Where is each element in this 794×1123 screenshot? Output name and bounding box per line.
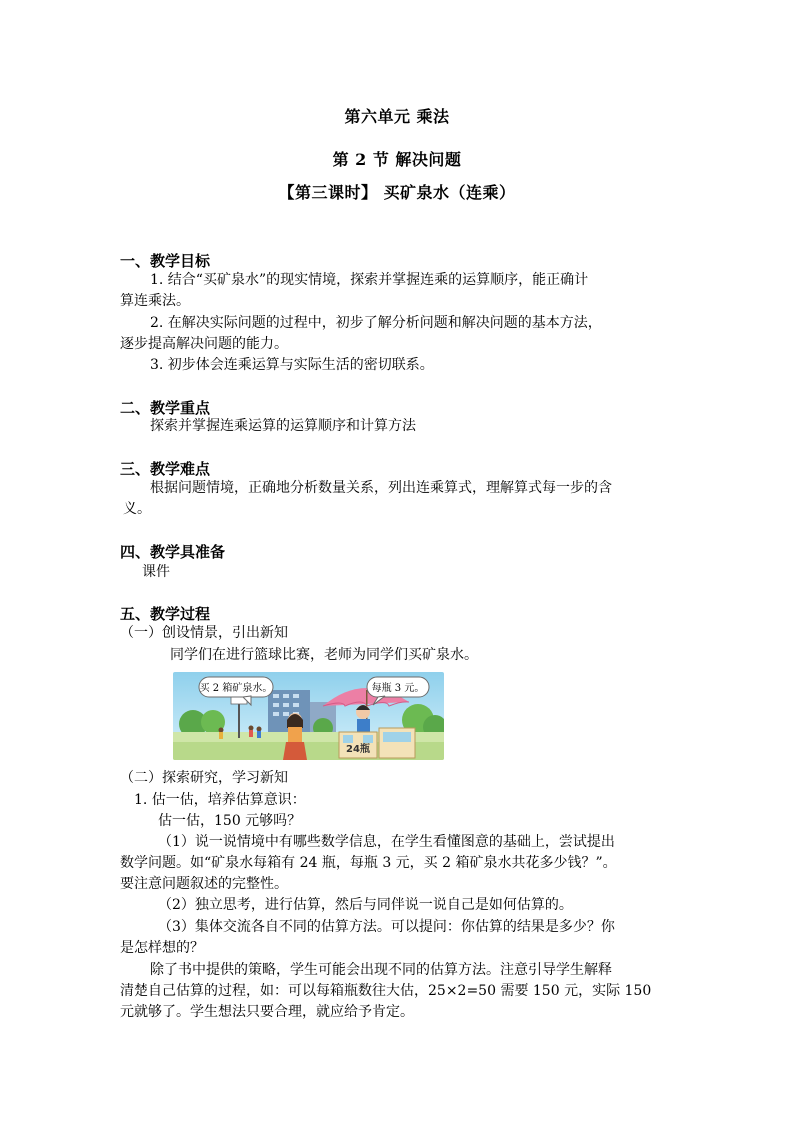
key-points-text: 探索并掌握连乘运算的运算顺序和计算方法	[150, 418, 416, 434]
objectives-heading: 一、教学目标	[120, 252, 211, 270]
difficulties-heading: 三、教学难点	[120, 460, 211, 478]
lesson-title: 【第三课时】 买矿泉水（连乘）	[278, 183, 516, 202]
bubble-left-text: 买 2 箱矿泉水。	[199, 683, 273, 694]
process-heading: 五、教学过程	[120, 605, 211, 623]
materials-heading: 四、教学具准备	[120, 543, 226, 561]
section-title: 第 2 节 解决问题	[332, 150, 462, 169]
part2-heading: （二）探索研究，学习新知	[120, 770, 288, 786]
difficulties-line1: 根据问题情境，正确地分析数量关系，列出连乘算式，理解算式每一步的含	[150, 480, 612, 496]
para-line2: 清楚自己估算的过程，如：可以每箱瓶数往大估，25×2=50 需要 150 元，实际 150	[120, 983, 652, 999]
difficulties-line2: 义。	[123, 501, 151, 517]
objective-1-line2: 算连乘法。	[120, 293, 190, 309]
note1-line2: 数学问题。如“矿泉水每箱有 24 瓶，每瓶 3 元，买 2 箱矿泉水共花多少钱？”。	[120, 855, 617, 871]
objective-2-line2: 逐步提高解决问题的能力。	[120, 336, 288, 352]
note3-line2: 是怎样想的？	[120, 940, 204, 956]
objective-1-line1: 1. 结合“买矿泉水”的现实情境，探索并掌握连乘的运算顺序，能正确计	[150, 272, 589, 288]
unit-title: 第六单元 乘法	[344, 107, 450, 126]
bubble-right-text: 每瓶 3 元。	[371, 683, 425, 694]
materials-text: 课件	[142, 564, 170, 580]
para-line1: 除了书中提供的策略，学生可能会出现不同的估算方法。注意引导学生解释	[150, 962, 612, 978]
lesson-illustration	[173, 672, 444, 760]
objective-2-line1: 2. 在解决实际问题的过程中，初步了解分析问题和解决问题的基本方法，	[150, 315, 602, 331]
part1-heading: （一）创设情景，引出新知	[120, 625, 288, 641]
step1-question: 估一估，150 元够吗？	[158, 813, 302, 829]
step1-heading: 1. 估一估，培养估算意识：	[134, 792, 306, 808]
box-label: 24瓶	[346, 744, 370, 755]
para-line3: 元就够了。学生想法只要合理，就应给予肯定。	[120, 1004, 414, 1020]
classroom-scene-image	[173, 672, 444, 760]
key-points-heading: 二、教学重点	[120, 399, 211, 417]
note3-line1: （3）集体交流各自不同的估算方法。可以提问：你估算的结果是多少？你	[158, 919, 615, 935]
note1-line3: 要注意问题叙述的完整性。	[120, 876, 288, 892]
objective-3: 3. 初步体会连乘运算与实际生活的密切联系。	[150, 357, 434, 373]
note1-line1: （1）说一说情境中有哪些数学信息，在学生看懂图意的基础上，尝试提出	[158, 834, 615, 850]
part1-text: 同学们在进行篮球比赛，老师为同学们买矿泉水。	[170, 647, 478, 663]
note2: （2）独立思考，进行估算，然后与同伴说一说自己是如何估算的。	[158, 897, 573, 913]
